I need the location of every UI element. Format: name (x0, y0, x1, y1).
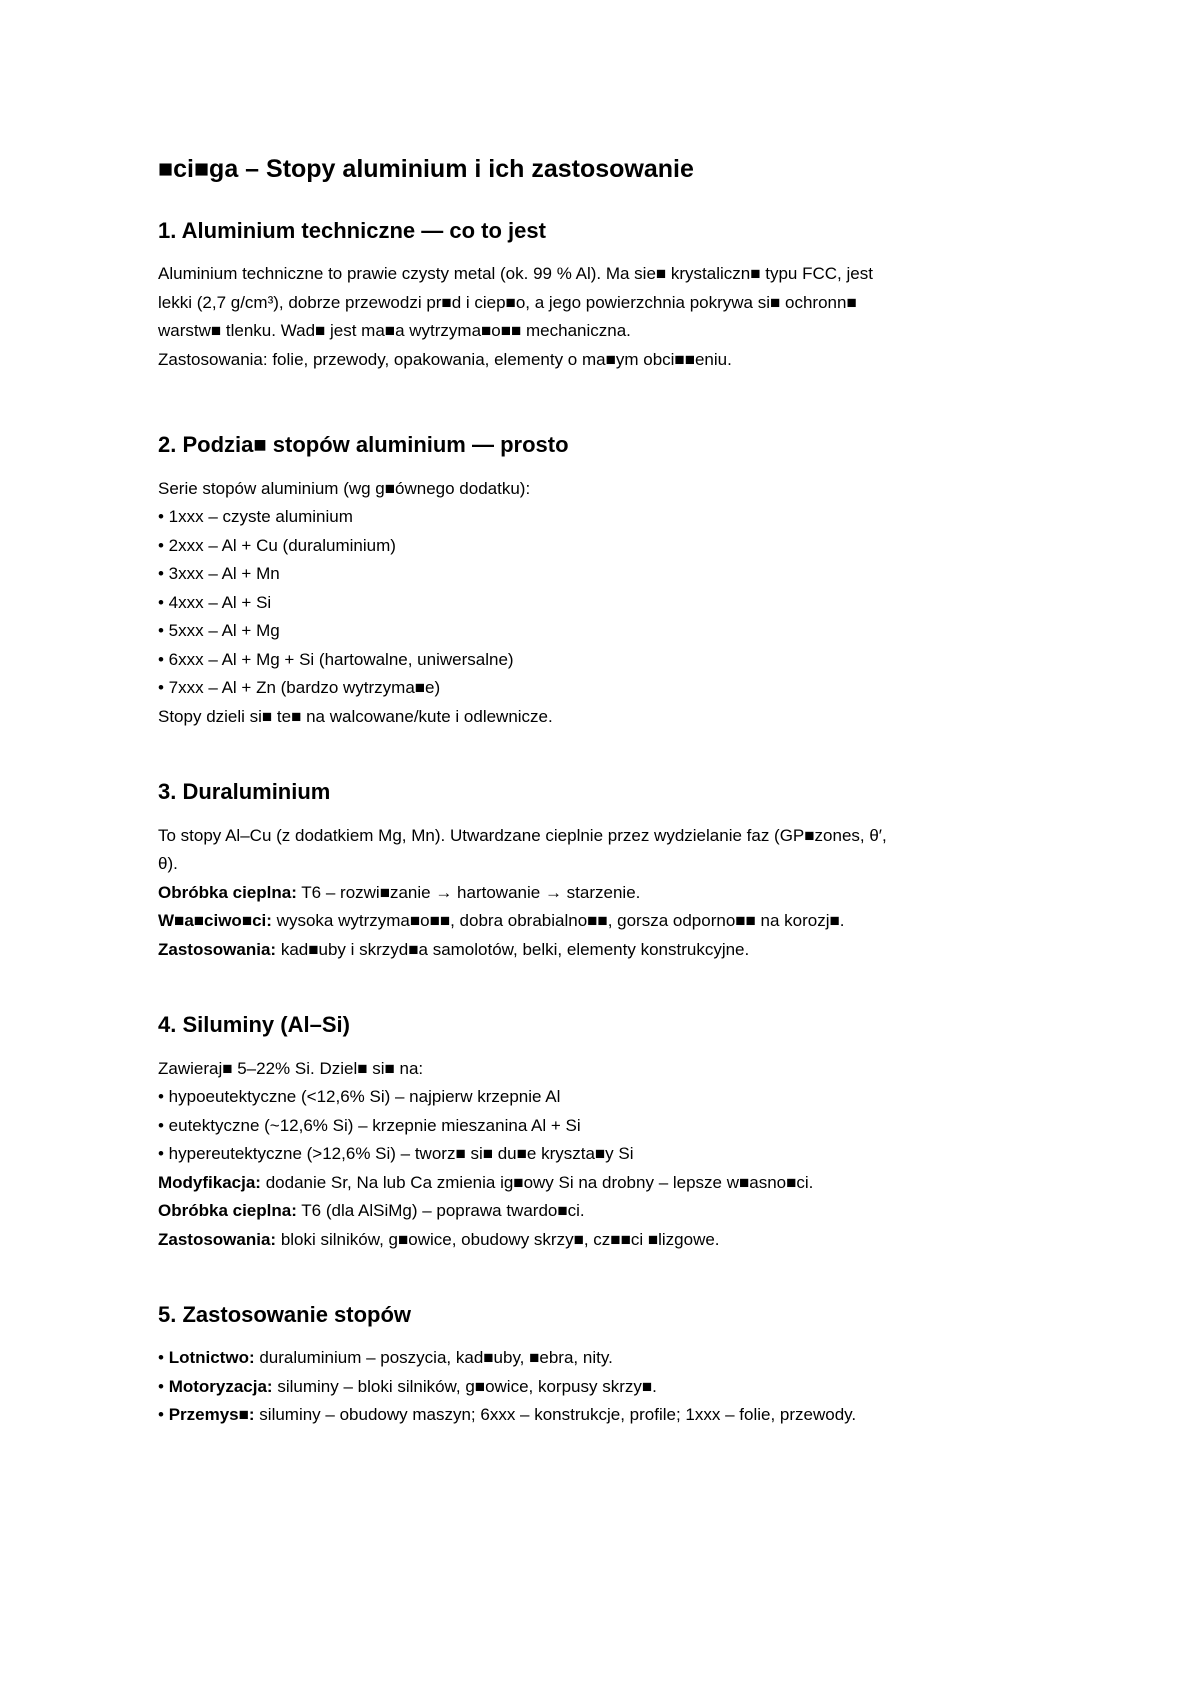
text-line: To stopy Al–Cu (z dodatkiem Mg, Mn). Utwardzane cieplnie przez wydzielanie faz (GP■zones, θ′, (158, 825, 887, 845)
section-heading: 5. Zastosowanie stopów (158, 1302, 412, 1328)
text-line (158, 936, 1058, 965)
line-text: siluminy – bloki silników, g■owice, korpusy skrzy■. (272, 1376, 657, 1396)
text-line (158, 879, 1058, 908)
line-text: dodanie Sr, Na lub Ca zmienia ig■owy Si na drobny – lepsze w■asno■ci. (260, 1172, 814, 1192)
list-item: • 4xxx – Al + Si (158, 592, 272, 612)
text-line (158, 1169, 1058, 1198)
section-paragraph (158, 1055, 1058, 1255)
list-item: • hypereutektyczne (>12,6% Si) – tworz■ si■ du■e kryszta■y Si (158, 1144, 634, 1164)
section-paragraph (158, 475, 1058, 732)
text-line (158, 907, 1058, 936)
bold-label: Zastosowania: (158, 939, 277, 959)
section-zastosowanie (158, 1302, 1058, 1430)
section-heading: 1. Aluminium techniczne — co to jest (158, 218, 546, 243)
line-text: wysoka wytrzyma■o■■, dobra obrabialno■■, gorsza odporno■■ na korozj■. (271, 911, 845, 931)
line-text: T6 (dla AlSiMg) – poprawa twardo■ci. (296, 1201, 585, 1221)
bold-label: Motoryzacja: (168, 1376, 273, 1396)
list-item: • 5xxx – Al + Mg (158, 621, 280, 641)
section-aluminium-techniczne (158, 218, 1058, 374)
bold-label: Obróbka cieplna: (158, 882, 297, 902)
bold-label: Przemys■: (168, 1405, 255, 1425)
list-item (158, 1401, 1058, 1430)
list-item: • eutektyczne (~12,6% Si) – krzepnie mieszanina Al + Si (158, 1115, 581, 1135)
bullet: • (158, 1405, 169, 1425)
document-page (158, 154, 1058, 1478)
bold-label: W■a■ciwo■ci: (158, 911, 272, 931)
bullet: • (158, 1376, 169, 1396)
section-paragraph (158, 260, 1058, 374)
text-line: warstw■ tlenku. Wad■ jest ma■a wytrzyma■o■■ mechaniczna. (158, 321, 631, 341)
bold-label: Lotnictwo: (168, 1348, 255, 1368)
list-item (158, 1373, 1058, 1402)
line-text: kad■uby i skrzyd■a samolotów, belki, elementy konstrukcyjne. (276, 939, 750, 959)
line-text: siluminy – obudowy maszyn; 6xxx – konstrukcje, profile; 1xxx – folie, przewody. (254, 1405, 857, 1425)
text-line: θ). (158, 854, 178, 874)
line-text: bloki silników, g■owice, obudowy skrzy■, cz■■ci ■lizgowe. (276, 1229, 720, 1249)
text-line: Zawieraj■ 5–22% Si. Dziel■ si■ na: (158, 1058, 424, 1078)
list-item: • 6xxx – Al + Mg + Si (hartowalne, uniwersalne) (158, 649, 514, 669)
text-line: Zastosowania: folie, przewody, opakowania, elementy o ma■ym obci■■eniu. (158, 349, 732, 369)
bold-label: Obróbka cieplna: (158, 1201, 297, 1221)
section-paragraph (158, 822, 1058, 965)
list-item: • 7xxx – Al + Zn (bardzo wytrzyma■e) (158, 678, 441, 698)
text-line: lekki (2,7 g/cm³), dobrze przewodzi pr■d i ciep■o, a jego powierzchnia pokrywa si■ ochronn■ (158, 292, 857, 312)
bold-label: Zastosowania: (158, 1229, 277, 1249)
text-line: Aluminium techniczne to prawie czysty metal (ok. 99 % Al). Ma sie■ krystaliczn■ typu FCC, jest (158, 264, 873, 284)
section-paragraph (158, 1344, 1058, 1430)
list-item: • hypoeutektyczne (<12,6% Si) – najpierw krzepnie Al (158, 1087, 561, 1107)
section-heading: 3. Duraluminium (158, 779, 331, 805)
bullet: • (158, 1348, 169, 1368)
text-line: Stopy dzieli si■ te■ na walcowane/kute i odlewnicze. (158, 706, 553, 726)
text-line (158, 1197, 1058, 1226)
section-podzial-stopow (158, 432, 1058, 731)
text-line: Serie stopów aluminium (wg g■ównego dodatku): (158, 478, 531, 498)
list-item: • 2xxx – Al + Cu (duraluminium) (158, 535, 396, 555)
document-title: ■ci■ga – Stopy aluminium i ich zastosowanie (158, 155, 694, 183)
section-siluminy (158, 1012, 1058, 1254)
line-text: T6 – rozwi■zanie → hartowanie → starzenie. (296, 882, 641, 902)
section-heading: 2. Podzia■ stopów aluminium — prosto (158, 432, 569, 458)
bold-label: Modyfikacja: (158, 1172, 261, 1192)
section-duraluminium (158, 779, 1058, 964)
text-line (158, 1226, 1058, 1255)
section-heading: 4. Siluminy (Al–Si) (158, 1012, 350, 1038)
line-text: duraluminium – poszycia, kad■uby, ■ebra, nity. (254, 1348, 613, 1368)
list-item (158, 1344, 1058, 1373)
list-item: • 3xxx – Al + Mn (158, 564, 280, 584)
list-item: • 1xxx – czyste aluminium (158, 507, 353, 527)
